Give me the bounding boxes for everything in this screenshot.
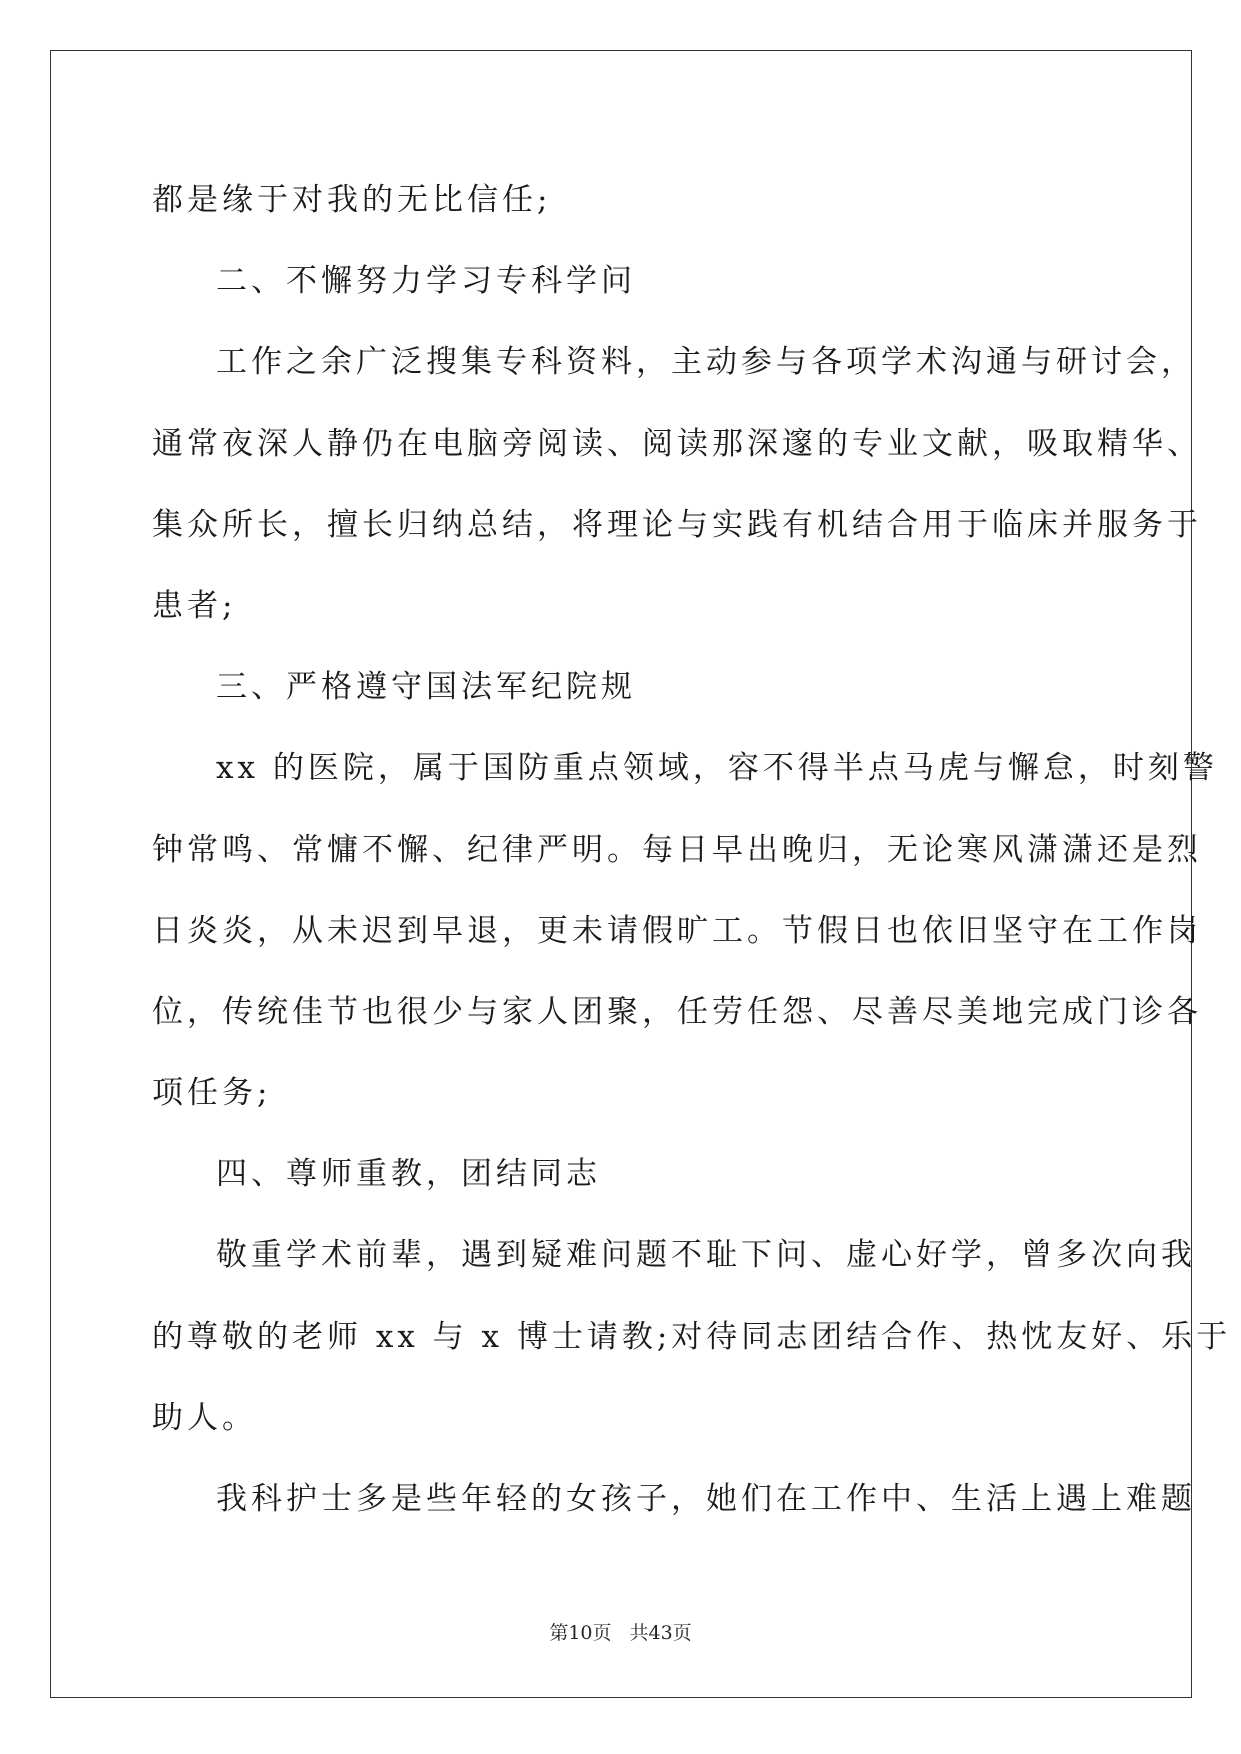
text-line: 钟常鸣、常慵不懈、纪律严明。每日早出晚归，无论寒风潇潇还是烈 bbox=[152, 831, 1202, 868]
text-line: 的尊敬的老师 xx 与 x 博士请教;对待同志团结合作、热忱友好、乐于 bbox=[152, 1318, 1232, 1355]
page-number: 第10页 bbox=[549, 1622, 612, 1644]
text-line: 通常夜深人静仍在电脑旁阅读、阅读那深邃的专业文献，吸取精华、 bbox=[152, 425, 1202, 462]
section-heading: 二、不懈努力学习专科学问 bbox=[216, 263, 636, 300]
text-line: 日炎炎，从未迟到早退，更未请假旷工。节假日也依旧坚守在工作岗 bbox=[152, 912, 1202, 949]
text-line: 助人。 bbox=[152, 1399, 257, 1436]
text-line: 敬重学术前辈，遇到疑难问题不耻下问、虚心好学，曾多次向我 bbox=[216, 1237, 1196, 1274]
page-total: 共43页 bbox=[629, 1622, 692, 1644]
text-line: 工作之余广泛搜集专科资料，主动参与各项学术沟通与研讨会， bbox=[216, 344, 1196, 381]
page-footer bbox=[0, 1618, 1241, 1645]
text-line: xx 的医院，属于国防重点领域，容不得半点马虎与懈怠，时刻警 bbox=[216, 750, 1218, 787]
text-line: 位，传统佳节也很少与家人团聚，任劳任怨、尽善尽美地完成门诊各 bbox=[152, 993, 1202, 1030]
section-heading: 三、严格遵守国法军纪院规 bbox=[216, 669, 636, 706]
text-line: 都是缘于对我的无比信任; bbox=[152, 182, 552, 218]
text-line: 我科护士多是些年轻的女孩子，她们在工作中、生活上遇上难题 bbox=[216, 1481, 1196, 1517]
text-line: 项任务; bbox=[152, 1075, 272, 1112]
section-heading: 四、尊师重教，团结同志 bbox=[216, 1156, 601, 1193]
document-body bbox=[152, 160, 1232, 1540]
text-line: 集众所长，擅长归纳总结，将理论与实践有机结合用于临床并服务于 bbox=[152, 506, 1202, 543]
text-line: 患者; bbox=[152, 587, 237, 624]
